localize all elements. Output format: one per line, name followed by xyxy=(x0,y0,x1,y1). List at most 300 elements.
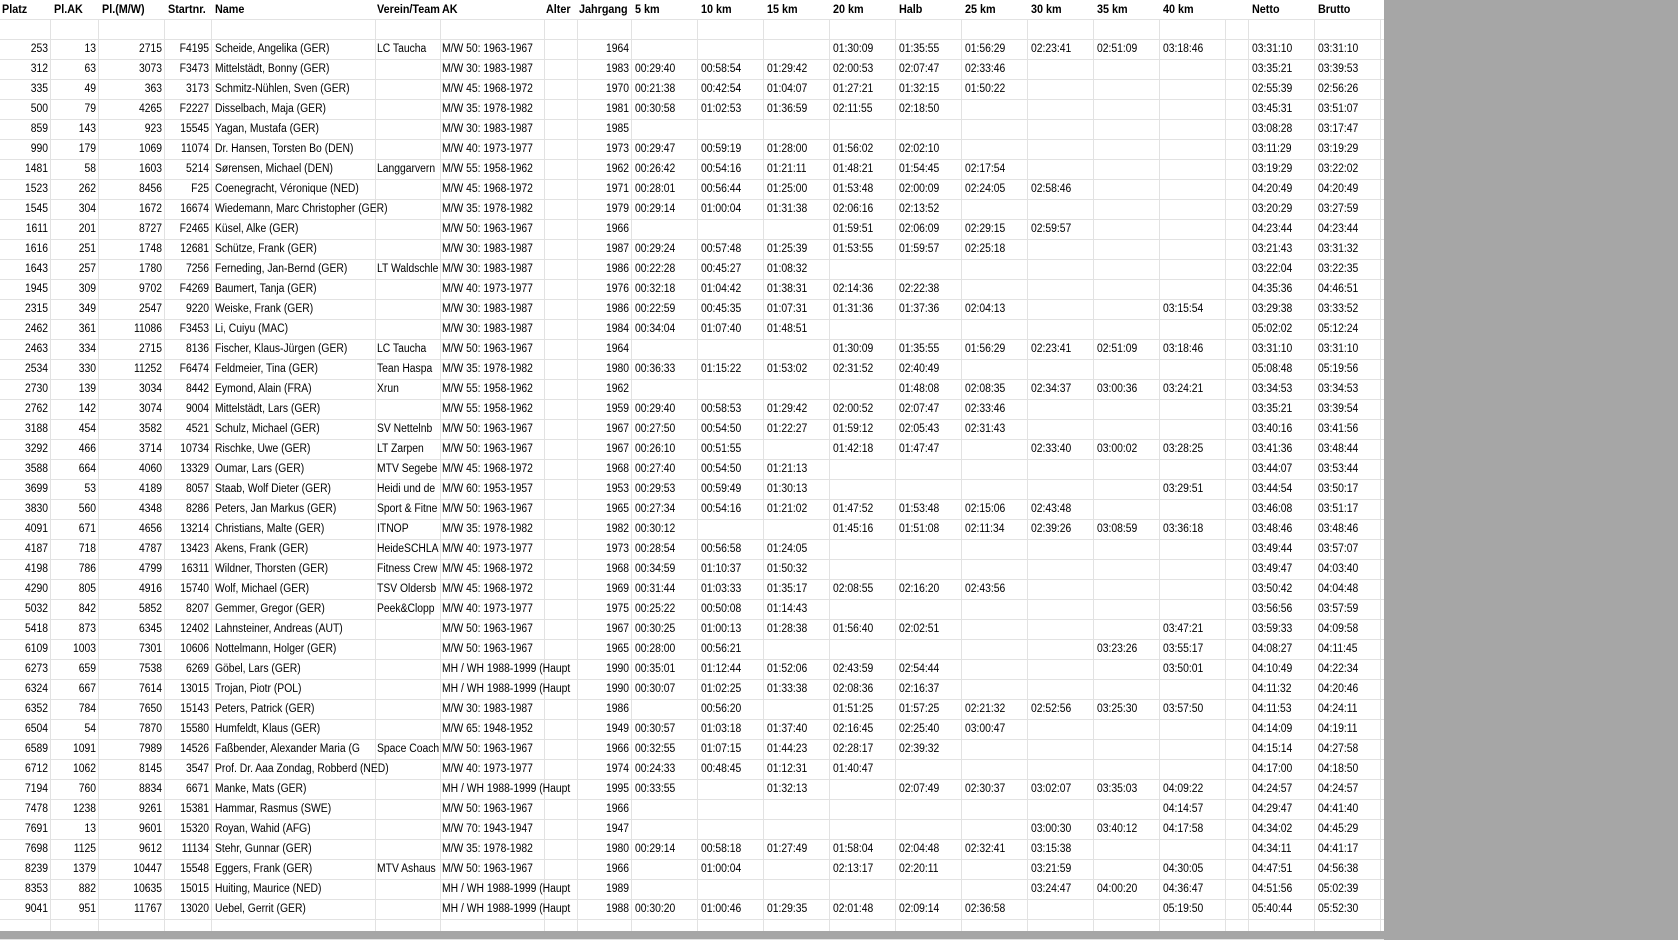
table-cell[interactable]: 1990 xyxy=(605,663,629,675)
table-cell[interactable]: 1975 xyxy=(605,603,629,615)
table-cell[interactable]: 04:35:36 xyxy=(1252,283,1293,295)
column-header[interactable]: Pl.AK xyxy=(54,2,83,16)
table-cell[interactable]: 04:20:49 xyxy=(1252,183,1293,195)
table-row[interactable] xyxy=(0,299,1384,319)
table-cell[interactable]: F25 xyxy=(191,183,209,195)
table-cell[interactable]: 1966 xyxy=(605,223,629,235)
table-cell[interactable]: 11086 xyxy=(133,323,162,335)
table-cell[interactable]: 00:30:20 xyxy=(635,903,676,915)
table-row[interactable] xyxy=(0,719,1384,739)
table-cell[interactable]: 01:24:05 xyxy=(767,543,808,555)
table-row[interactable] xyxy=(0,739,1384,759)
table-cell[interactable]: 5852 xyxy=(138,603,162,615)
table-cell[interactable]: 257 xyxy=(78,263,96,275)
table-cell[interactable]: 00:26:42 xyxy=(635,163,676,175)
table-cell[interactable]: 04:23:44 xyxy=(1318,223,1359,235)
table-cell[interactable]: 01:42:18 xyxy=(833,443,874,455)
table-row[interactable] xyxy=(0,679,1384,699)
table-cell[interactable]: 01:59:57 xyxy=(899,243,940,255)
table-cell[interactable]: 304 xyxy=(78,203,96,215)
table-cell[interactable]: 1990 xyxy=(605,683,629,695)
table-cell[interactable]: 02:25:40 xyxy=(899,723,940,735)
table-row[interactable] xyxy=(0,279,1384,299)
table-cell[interactable]: 03:20:29 xyxy=(1252,203,1293,215)
table-cell[interactable]: 01:03:18 xyxy=(701,723,742,735)
table-cell[interactable]: 15143 xyxy=(180,703,209,715)
table-cell[interactable]: 04:41:40 xyxy=(1318,803,1359,815)
table-cell[interactable]: 882 xyxy=(78,883,96,895)
table-cell[interactable]: M/W 50: 1963-1967 xyxy=(442,43,533,55)
table-cell[interactable]: 04:41:17 xyxy=(1318,843,1359,855)
column-header[interactable]: Startnr. xyxy=(168,2,206,16)
table-cell[interactable]: 03:08:28 xyxy=(1252,123,1293,135)
table-cell[interactable]: 04:51:56 xyxy=(1252,883,1293,895)
table-cell[interactable]: 03:28:25 xyxy=(1163,443,1204,455)
table-cell[interactable]: 03:39:54 xyxy=(1318,403,1359,415)
table-cell[interactable]: 04:00:20 xyxy=(1097,883,1138,895)
table-cell[interactable]: 13 xyxy=(84,823,96,835)
table-cell[interactable]: 04:23:44 xyxy=(1252,223,1293,235)
table-cell[interactable]: 1069 xyxy=(138,143,162,155)
table-cell[interactable]: 8834 xyxy=(138,783,162,795)
table-cell[interactable]: Sport & Fitne xyxy=(377,503,438,515)
table-cell[interactable]: 466 xyxy=(78,443,96,455)
table-cell[interactable]: 00:59:19 xyxy=(701,143,742,155)
table-cell[interactable]: 04:11:45 xyxy=(1318,643,1358,655)
table-cell[interactable]: 00:58:54 xyxy=(701,63,742,75)
table-cell[interactable]: 6324 xyxy=(24,683,48,695)
table-cell[interactable]: 00:22:59 xyxy=(635,303,676,315)
table-cell[interactable]: 01:47:52 xyxy=(833,503,874,515)
table-cell[interactable]: 6109 xyxy=(24,643,48,655)
table-cell[interactable]: Peters, Jan Markus (GER) xyxy=(215,503,337,515)
table-row[interactable] xyxy=(0,439,1384,459)
table-cell[interactable]: 990 xyxy=(30,143,48,155)
table-cell[interactable]: 04:19:11 xyxy=(1318,723,1358,735)
table-cell[interactable]: 03:51:17 xyxy=(1318,503,1359,515)
table-cell[interactable]: Humfeldt, Klaus (GER) xyxy=(215,723,321,735)
table-cell[interactable]: 00:54:50 xyxy=(701,423,742,435)
table-cell[interactable]: 04:46:51 xyxy=(1318,283,1359,295)
table-cell[interactable]: Li, Cuiyu (MAC) xyxy=(215,323,289,335)
table-cell[interactable]: 9702 xyxy=(138,283,162,295)
table-cell[interactable]: Eymond, Alain (FRA) xyxy=(215,383,312,395)
table-cell[interactable]: 02:00:09 xyxy=(899,183,940,195)
table-cell[interactable]: 58 xyxy=(84,163,96,175)
table-cell[interactable]: 11074 xyxy=(180,143,209,155)
table-cell[interactable]: Stehr, Gunnar (GER) xyxy=(215,843,312,855)
column-header[interactable]: 10 km xyxy=(701,2,732,16)
table-cell[interactable]: 01:12:44 xyxy=(701,663,742,675)
column-header[interactable]: 20 km xyxy=(833,2,864,16)
table-cell[interactable]: M/W 40: 1973-1977 xyxy=(442,143,533,155)
table-cell[interactable]: 10635 xyxy=(133,883,162,895)
table-cell[interactable]: 02:16:20 xyxy=(899,583,940,595)
table-row[interactable] xyxy=(0,199,1384,219)
table-cell[interactable]: 02:07:47 xyxy=(899,63,940,75)
table-cell[interactable]: 1965 xyxy=(605,643,629,655)
table-cell[interactable]: 4916 xyxy=(138,583,162,595)
table-cell[interactable]: 02:33:40 xyxy=(1031,443,1072,455)
table-cell[interactable]: 03:08:59 xyxy=(1097,523,1138,535)
table-cell[interactable]: Heidi und de xyxy=(377,483,436,495)
table-cell[interactable]: 3699 xyxy=(24,483,48,495)
table-cell[interactable]: 6345 xyxy=(138,623,162,635)
table-cell[interactable]: Tean Haspa xyxy=(377,363,433,375)
table-cell[interactable]: 02:04:48 xyxy=(899,843,940,855)
table-cell[interactable]: 4290 xyxy=(24,583,48,595)
table-cell[interactable]: 03:18:46 xyxy=(1163,343,1204,355)
table-cell[interactable]: 6589 xyxy=(24,743,48,755)
table-cell[interactable]: 00:54:50 xyxy=(701,463,742,475)
table-cell[interactable]: 01:54:45 xyxy=(899,163,940,175)
table-cell[interactable]: Fitness Crew xyxy=(377,563,438,575)
table-cell[interactable]: 4189 xyxy=(138,483,162,495)
table-row[interactable] xyxy=(0,759,1384,779)
table-cell[interactable]: 1967 xyxy=(605,443,629,455)
table-cell[interactable]: 05:08:48 xyxy=(1252,363,1293,375)
table-cell[interactable]: Langgarvern xyxy=(377,163,436,175)
table-cell[interactable]: 01:03:33 xyxy=(701,583,742,595)
column-header[interactable]: Netto xyxy=(1252,2,1280,16)
table-cell[interactable]: M/W 40: 1973-1977 xyxy=(442,763,533,775)
table-cell[interactable]: 03:34:53 xyxy=(1318,383,1359,395)
table-cell[interactable]: 03:50:17 xyxy=(1318,483,1359,495)
table-cell[interactable]: 04:20:49 xyxy=(1318,183,1359,195)
table-cell[interactable]: 01:33:38 xyxy=(767,683,808,695)
table-cell[interactable]: 15580 xyxy=(180,723,209,735)
table-cell[interactable]: M/W 50: 1963-1967 xyxy=(442,863,533,875)
table-cell[interactable]: 01:07:15 xyxy=(701,743,742,755)
table-cell[interactable]: 03:41:36 xyxy=(1252,443,1293,455)
table-cell[interactable]: 02:25:18 xyxy=(965,243,1006,255)
table-cell[interactable]: 01:10:37 xyxy=(701,563,742,575)
table-cell[interactable]: 01:21:13 xyxy=(767,463,808,475)
table-cell[interactable]: 1995 xyxy=(605,783,629,795)
table-cell[interactable]: 1987 xyxy=(605,243,629,255)
table-cell[interactable]: Schulz, Michael (GER) xyxy=(215,423,320,435)
table-cell[interactable]: 1986 xyxy=(605,303,629,315)
table-cell[interactable]: 01:51:08 xyxy=(899,523,940,535)
table-cell[interactable]: 02:08:55 xyxy=(833,583,874,595)
table-cell[interactable]: Wildner, Thorsten (GER) xyxy=(215,563,329,575)
table-cell[interactable]: 1989 xyxy=(605,883,629,895)
table-cell[interactable]: 1964 xyxy=(605,343,629,355)
table-cell[interactable]: 01:27:21 xyxy=(833,83,874,95)
table-cell[interactable]: 01:32:13 xyxy=(767,783,808,795)
table-cell[interactable]: 01:30:09 xyxy=(833,43,874,55)
table-cell[interactable]: 1672 xyxy=(138,203,162,215)
table-cell[interactable]: 03:44:07 xyxy=(1252,463,1293,475)
table-cell[interactable]: MH / WH 1988-1999 (Haupt xyxy=(442,683,571,695)
table-cell[interactable]: 7989 xyxy=(138,743,162,755)
table-cell[interactable]: MH / WH 1988-1999 (Haupt xyxy=(442,883,571,895)
table-cell[interactable]: 02:56:26 xyxy=(1318,83,1359,95)
table-cell[interactable]: 01:36:59 xyxy=(767,103,808,115)
table-row[interactable] xyxy=(0,79,1384,99)
table-cell[interactable]: 03:36:18 xyxy=(1163,523,1204,535)
table-cell[interactable]: 00:54:16 xyxy=(701,163,742,175)
table-cell[interactable]: 1780 xyxy=(138,263,162,275)
table-cell[interactable]: 2715 xyxy=(138,343,162,355)
table-cell[interactable]: Coenegracht, Véronique (NED) xyxy=(215,183,359,195)
table-cell[interactable]: Uebel, Gerrit (GER) xyxy=(215,903,306,915)
table-cell[interactable]: 01:35:55 xyxy=(899,43,940,55)
table-cell[interactable]: 1965 xyxy=(605,503,629,515)
table-cell[interactable]: M/W 50: 1963-1967 xyxy=(442,343,533,355)
table-cell[interactable]: 7256 xyxy=(185,263,209,275)
table-cell[interactable]: 8057 xyxy=(185,483,209,495)
table-cell[interactable]: 3292 xyxy=(24,443,48,455)
table-cell[interactable]: 00:59:49 xyxy=(701,483,742,495)
table-cell[interactable]: M/W 50: 1963-1967 xyxy=(442,623,533,635)
table-cell[interactable]: 02:14:36 xyxy=(833,283,874,295)
table-cell[interactable]: Dr. Hansen, Torsten Bo (DEN) xyxy=(215,143,354,155)
table-cell[interactable]: 251 xyxy=(78,243,96,255)
table-cell[interactable]: 03:29:38 xyxy=(1252,303,1293,315)
table-cell[interactable]: 8207 xyxy=(185,603,209,615)
table-cell[interactable]: 1970 xyxy=(605,83,629,95)
table-cell[interactable]: M/W 50: 1963-1967 xyxy=(442,743,533,755)
table-cell[interactable]: 01:40:47 xyxy=(833,763,874,775)
table-cell[interactable]: 02:13:52 xyxy=(899,203,940,215)
table-cell[interactable]: 02:34:37 xyxy=(1031,383,1072,395)
table-cell[interactable]: 11767 xyxy=(133,903,162,915)
table-cell[interactable]: 560 xyxy=(78,503,96,515)
table-cell[interactable]: 01:00:46 xyxy=(701,903,742,915)
table-cell[interactable]: 01:53:02 xyxy=(767,363,808,375)
table-cell[interactable]: 02:16:45 xyxy=(833,723,874,735)
table-cell[interactable]: 01:29:35 xyxy=(767,903,808,915)
table-cell[interactable]: 15548 xyxy=(180,863,209,875)
table-cell[interactable]: 03:34:53 xyxy=(1252,383,1293,395)
table-cell[interactable]: 02:16:37 xyxy=(899,683,940,695)
table-cell[interactable]: Lahnsteiner, Andreas (AUT) xyxy=(215,623,343,635)
table-cell[interactable]: 02:05:43 xyxy=(899,423,940,435)
table-cell[interactable]: 03:33:52 xyxy=(1318,303,1359,315)
table-cell[interactable]: Prof. Dr. Aaa Zondag, Robberd (NED) xyxy=(215,763,389,775)
table-cell[interactable]: 2730 xyxy=(24,383,48,395)
table-cell[interactable]: 03:21:59 xyxy=(1031,863,1072,875)
table-cell[interactable]: 01:38:31 xyxy=(767,283,808,295)
table-cell[interactable]: 04:24:57 xyxy=(1318,783,1359,795)
table-cell[interactable]: 4060 xyxy=(138,463,162,475)
table-cell[interactable]: F4269 xyxy=(179,283,209,295)
table-cell[interactable]: 01:56:29 xyxy=(965,343,1006,355)
table-cell[interactable]: 03:48:46 xyxy=(1318,523,1359,535)
table-cell[interactable]: 4091 xyxy=(24,523,48,535)
table-cell[interactable]: 1945 xyxy=(24,283,48,295)
table-cell[interactable]: 02:09:14 xyxy=(899,903,940,915)
table-row[interactable] xyxy=(0,59,1384,79)
table-cell[interactable]: 01:15:22 xyxy=(701,363,742,375)
table-cell[interactable]: Ferneding, Jan-Bernd (GER) xyxy=(215,263,348,275)
table-row[interactable] xyxy=(0,599,1384,619)
table-cell[interactable]: 01:58:04 xyxy=(833,843,874,855)
table-cell[interactable]: 04:09:58 xyxy=(1318,623,1359,635)
table-cell[interactable]: 1643 xyxy=(24,263,48,275)
column-header[interactable]: AK xyxy=(442,2,458,16)
table-cell[interactable]: M/W 50: 1963-1967 xyxy=(442,423,533,435)
table-cell[interactable]: 02:15:06 xyxy=(965,503,1006,515)
table-cell[interactable]: 3173 xyxy=(185,83,209,95)
table-cell[interactable]: 7194 xyxy=(24,783,48,795)
table-cell[interactable]: 1967 xyxy=(605,623,629,635)
table-row[interactable] xyxy=(0,499,1384,519)
table-cell[interactable]: 7870 xyxy=(138,723,162,735)
table-cell[interactable]: 02:54:44 xyxy=(899,663,940,675)
table-cell[interactable]: Göbel, Lars (GER) xyxy=(215,663,301,675)
table-cell[interactable]: 1984 xyxy=(605,323,629,335)
table-cell[interactable]: M/W 35: 1978-1982 xyxy=(442,103,533,115)
table-cell[interactable]: F2227 xyxy=(179,103,209,115)
table-row[interactable] xyxy=(0,459,1384,479)
table-cell[interactable]: 04:11:53 xyxy=(1252,703,1292,715)
table-cell[interactable]: 02:51:09 xyxy=(1097,343,1138,355)
table-cell[interactable]: M/W 55: 1958-1962 xyxy=(442,383,533,395)
table-cell[interactable]: 01:45:16 xyxy=(833,523,874,535)
table-row[interactable] xyxy=(0,559,1384,579)
table-cell[interactable]: 03:00:36 xyxy=(1097,383,1138,395)
table-row[interactable] xyxy=(0,379,1384,399)
table-cell[interactable]: 04:10:49 xyxy=(1252,663,1293,675)
table-cell[interactable]: 1003 xyxy=(72,643,96,655)
table-cell[interactable]: 667 xyxy=(78,683,96,695)
table-cell[interactable]: 03:35:21 xyxy=(1252,403,1293,415)
table-row[interactable] xyxy=(0,699,1384,719)
table-cell[interactable]: 4656 xyxy=(138,523,162,535)
table-cell[interactable]: 01:08:32 xyxy=(767,263,808,275)
table-cell[interactable]: 01:51:25 xyxy=(833,703,874,715)
table-cell[interactable]: 00:56:20 xyxy=(701,703,742,715)
table-cell[interactable]: Space Coach xyxy=(377,743,440,755)
table-cell[interactable]: 12402 xyxy=(180,623,209,635)
table-cell[interactable]: 2463 xyxy=(24,343,48,355)
table-cell[interactable]: 05:40:44 xyxy=(1252,903,1293,915)
table-cell[interactable]: Yagan, Mustafa (GER) xyxy=(215,123,319,135)
table-cell[interactable]: 01:28:38 xyxy=(767,623,808,635)
table-cell[interactable]: 00:27:34 xyxy=(635,503,676,515)
table-cell[interactable]: F4195 xyxy=(179,43,209,55)
table-cell[interactable]: 04:20:46 xyxy=(1318,683,1359,695)
table-cell[interactable]: 15740 xyxy=(180,583,209,595)
table-cell[interactable]: 8727 xyxy=(138,223,162,235)
table-cell[interactable]: 6352 xyxy=(24,703,48,715)
table-cell[interactable]: 00:45:35 xyxy=(701,303,742,315)
table-cell[interactable]: 6712 xyxy=(24,763,48,775)
table-cell[interactable]: 2534 xyxy=(24,363,48,375)
table-cell[interactable]: 01:59:12 xyxy=(833,423,874,435)
table-cell[interactable]: 01:12:31 xyxy=(767,763,808,775)
table-cell[interactable]: M/W 65: 1948-1952 xyxy=(442,723,533,735)
table-cell[interactable]: 00:32:18 xyxy=(635,283,676,295)
table-cell[interactable]: 1980 xyxy=(605,363,629,375)
table-row[interactable] xyxy=(0,219,1384,239)
table-cell[interactable]: 02:02:51 xyxy=(899,623,940,635)
table-cell[interactable]: 02:11:34 xyxy=(965,523,1005,535)
table-cell[interactable]: 01:29:42 xyxy=(767,403,808,415)
table-cell[interactable]: 12681 xyxy=(180,243,209,255)
table-row[interactable] xyxy=(0,879,1384,899)
table-cell[interactable]: 00:34:59 xyxy=(635,563,676,575)
table-cell[interactable]: 00:58:53 xyxy=(701,403,742,415)
table-cell[interactable]: 00:28:00 xyxy=(635,643,676,655)
table-cell[interactable]: 7614 xyxy=(138,683,162,695)
table-cell[interactable]: M/W 35: 1978-1982 xyxy=(442,523,533,535)
column-header[interactable]: 5 km xyxy=(635,2,660,16)
table-cell[interactable]: Küsel, Alke (GER) xyxy=(215,223,299,235)
table-cell[interactable]: 00:30:07 xyxy=(635,683,676,695)
table-cell[interactable]: F2465 xyxy=(179,223,209,235)
table-cell[interactable]: 02:32:41 xyxy=(965,843,1006,855)
table-cell[interactable]: 1091 xyxy=(72,743,96,755)
table-cell[interactable]: 01:53:48 xyxy=(899,503,940,515)
table-cell[interactable]: M/W 55: 1958-1962 xyxy=(442,403,533,415)
table-cell[interactable]: 00:24:33 xyxy=(635,763,676,775)
table-cell[interactable]: Akens, Frank (GER) xyxy=(215,543,309,555)
table-row[interactable] xyxy=(0,519,1384,539)
table-cell[interactable]: 01:56:29 xyxy=(965,43,1006,55)
table-cell[interactable]: 01:00:13 xyxy=(701,623,742,635)
table-cell[interactable]: 03:29:51 xyxy=(1163,483,1204,495)
table-cell[interactable]: MTV Ashaus xyxy=(377,863,436,875)
table-cell[interactable]: 3714 xyxy=(138,443,162,455)
table-cell[interactable]: M/W 30: 1983-1987 xyxy=(442,63,533,75)
table-cell[interactable]: 4799 xyxy=(138,563,162,575)
table-cell[interactable]: 4521 xyxy=(185,423,209,435)
table-cell[interactable]: 03:47:21 xyxy=(1163,623,1204,635)
table-cell[interactable]: Scheide, Angelika (GER) xyxy=(215,43,330,55)
table-cell[interactable]: 01:29:42 xyxy=(767,63,808,75)
table-cell[interactable]: 2762 xyxy=(24,403,48,415)
table-cell[interactable]: 500 xyxy=(30,103,48,115)
table-cell[interactable]: 1973 xyxy=(605,143,629,155)
table-cell[interactable]: Feldmeier, Tina (GER) xyxy=(215,363,318,375)
table-cell[interactable]: M/W 70: 1943-1947 xyxy=(442,823,533,835)
table-cell[interactable]: 1979 xyxy=(605,203,629,215)
table-cell[interactable]: M/W 50: 1963-1967 xyxy=(442,643,533,655)
table-cell[interactable]: 139 xyxy=(78,383,96,395)
table-cell[interactable]: 02:29:15 xyxy=(965,223,1006,235)
table-cell[interactable]: Mittelstädt, Bonny (GER) xyxy=(215,63,330,75)
table-cell[interactable]: 363 xyxy=(144,83,162,95)
table-cell[interactable]: 1985 xyxy=(605,123,629,135)
table-cell[interactable]: 00:22:28 xyxy=(635,263,676,275)
table-cell[interactable]: 7301 xyxy=(138,643,162,655)
table-cell[interactable]: 03:57:07 xyxy=(1318,543,1359,555)
table-cell[interactable]: 786 xyxy=(78,563,96,575)
table-cell[interactable]: 03:51:07 xyxy=(1318,103,1359,115)
table-cell[interactable]: 8145 xyxy=(138,763,162,775)
table-cell[interactable]: MTV Segebe xyxy=(377,463,438,475)
table-cell[interactable]: 01:31:36 xyxy=(833,303,874,315)
table-cell[interactable]: LT Waldschle xyxy=(377,263,439,275)
table-cell[interactable]: 01:48:21 xyxy=(833,163,874,175)
table-cell[interactable]: 00:30:58 xyxy=(635,103,676,115)
table-cell[interactable]: 01:00:04 xyxy=(701,863,742,875)
table-cell[interactable]: Disselbach, Maja (GER) xyxy=(215,103,327,115)
table-cell[interactable]: 10606 xyxy=(180,643,209,655)
table-cell[interactable]: 8442 xyxy=(185,383,209,395)
table-cell[interactable]: M/W 60: 1953-1957 xyxy=(442,483,533,495)
table-cell[interactable]: 04:17:58 xyxy=(1163,823,1204,835)
table-cell[interactable]: HeideSCHLA xyxy=(377,543,439,555)
table-cell[interactable]: Baumert, Tanja (GER) xyxy=(215,283,317,295)
table-cell[interactable]: 00:42:54 xyxy=(701,83,742,95)
table-cell[interactable]: 00:54:16 xyxy=(701,503,742,515)
table-cell[interactable]: MH / WH 1988-1999 (Haupt xyxy=(442,903,571,915)
table-cell[interactable]: 1959 xyxy=(605,403,629,415)
